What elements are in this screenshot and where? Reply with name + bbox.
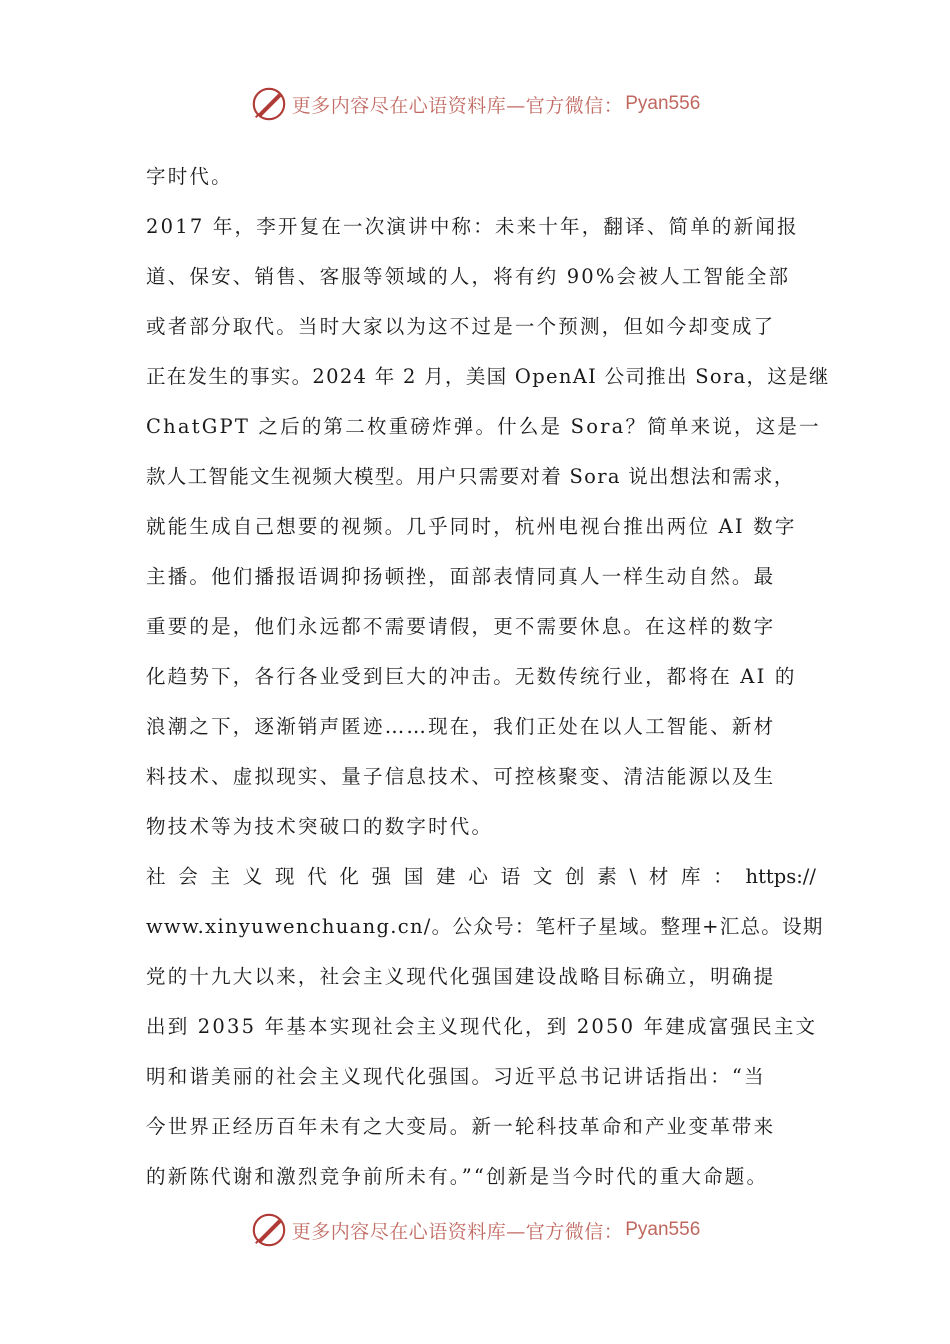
text-line: 出到 2035 年基本实现社会主义现代化，到 2050 年建成富强民主文 (146, 1015, 818, 1038)
text-line: 党的十九大以来，社会主义现代化强国建设战略目标确立，明确提 (146, 965, 776, 988)
text-line: 款人工智能文生视频大模型。用户只需要对着 Sora 说出想法和需求， (146, 465, 795, 488)
text-line: 就能生成自己想要的视频。几乎同时，杭州电视台推出两位 AI 数字 (146, 515, 797, 538)
text-line-justified: 社 会 主 义 现 代 化 强 国 建 心 语 文 创 素 \ 材 库 ： https:// (146, 865, 816, 888)
text-line: 明和谐美丽的社会主义现代化强国。习近平总书记讲话指出：“当 (146, 1065, 766, 1088)
document-body (146, 152, 830, 1202)
text-line: 化趋势下，各行各业受到巨大的冲击。无数传统行业，都将在 AI 的 (146, 665, 797, 688)
text-line: 或者部分取代。当时大家以为这不过是一个预测，但如今却变成了 (146, 315, 776, 338)
text-line: 的新陈代谢和激烈竞争前所未有。”“创新是当今时代的重大命题。 (146, 1165, 769, 1188)
text-line: 物技术等为技术突破口的数字时代。 (146, 815, 494, 838)
text-line: 2017 年，李开复在一次演讲中称：未来十年，翻译、简单的新闻报 (146, 215, 799, 238)
footer-watermark-account: Pyan556 (625, 1219, 701, 1240)
header-watermark-banner (0, 84, 950, 124)
text-line: 字时代。 (146, 165, 233, 188)
text-line: ChatGPT 之后的第二枚重磅炸弹。什么是 Sora？简单来说，这是一 (146, 415, 821, 438)
text-line: 主播。他们播报语调抑扬顿挫，面部表情同真人一样生动自然。最 (146, 565, 776, 588)
text-line: 今世界正经历百年未有之大变局。新一轮科技革命和产业变革带来 (146, 1115, 776, 1138)
text-line: 道、保安、销售、客服等领域的人，将有约 90%会被人工智能全部 (146, 265, 791, 288)
footer-watermark-text: 更多内容尽在心语资料库—官方微信： (291, 1220, 624, 1243)
footer-watermark-banner (0, 1210, 950, 1250)
text-line: 重要的是，他们永远都不需要请假，更不需要休息。在这样的数字 (146, 615, 776, 638)
quill-pen-logo-icon (250, 1211, 288, 1249)
text-line: 料技术、虚拟现实、量子信息技术、可控核聚变、清洁能源以及生 (146, 765, 776, 788)
text-line: 浪潮之下，逐渐销声匿迹……现在，我们正处在以人工智能、新材 (146, 715, 776, 738)
text-line: www.xinyuwenchuang.cn/。公众号：笔杆子星域。整理+汇总。设期 (146, 915, 824, 938)
quill-pen-logo-icon (250, 85, 288, 123)
text-line: 正在发生的事实。2024 年 2 月，美国 OpenAI 公司推出 Sora，这是继 (146, 365, 830, 388)
header-watermark-text: 更多内容尽在心语资料库—官方微信： (291, 94, 624, 117)
header-watermark-account: Pyan556 (625, 93, 701, 114)
